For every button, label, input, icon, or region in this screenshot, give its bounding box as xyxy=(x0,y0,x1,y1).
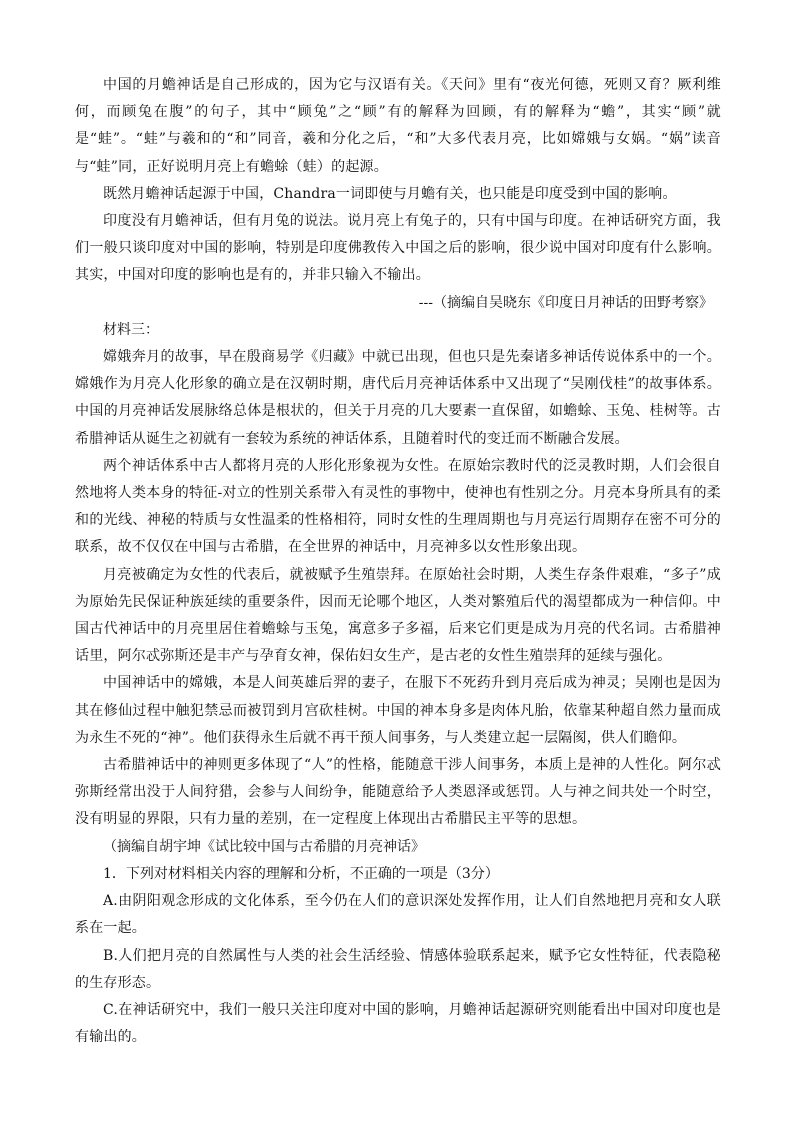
paragraph-female-image: 两个神话体系中古人都将月亮的人形化形象视为女性。在原始宗教时代的泛灵教时期，人们会很自然地将人类本身的特征-对立的性别关系带入有灵性的事物中，使神也有性别之分。月亮本身所具有的柔和的光线、神秘的特质与女性温柔的性格相符，同时女性的生理周期也与月亮运行周期存在密不可分的联系，故不仅仅在中国与古希腊，在全世界的神话中，月亮神多以女性形象出现。 xyxy=(75,457,721,556)
source-citation-b: （摘编自胡宇坤《试比较中国与古希腊的月亮神话》 xyxy=(103,838,425,855)
material-three-label: 材料三： xyxy=(103,321,159,338)
source-citation-a: ---（摘编自吴晓东《印度日月神话的田野考察》 xyxy=(418,294,713,311)
option-b: B.人们把月亮的自然属性与人类的社会生活经验、情感体验联系起来，赋予它女性特征，代表隐秘的生存形态。 xyxy=(75,947,721,991)
paragraph-moon-rabbit: 印度没有月蟾神话，但有月兔的说法。说月亮上有兔子的，只有中国与印度。在神话研究方面，我们一般只谈印度对中国的影响，特别是印度佛教传入中国之后的影响，很少说中国对印度有什么影响。其实，中国对印度的影响也是有的，并非只输入不输出。 xyxy=(75,213,721,284)
paragraph-greek-gods: 古希腊神话中的神则更多体现了“人”的性格，能随意干涉人间事务，本质上是神的人性化。阿尔忒弥斯经常出没于人间狩猎，会参与人间纷争，能随意给予人类恩泽或惩罚。人与神之间共处一个时空，没有明显的界限，只有力量的差别，在一定程度上体现出古希腊民主平等的思想。 xyxy=(75,757,721,828)
option-c: C.在神话研究中，我们一般只关注印度对中国的影响，月蟾神话起源研究则能看出中国对印度也是有输出的。 xyxy=(75,1001,721,1046)
paragraph-chinese-gods: 中国神话中的嫦娥，本是人间英雄后羿的妻子，在服下不死药升到月亮后成为神灵；吴刚也是因为其在修仙过程中触犯禁忌而被罚到月宫砍桂树。中国的神本身多是肉体凡胎，依靠某种超自然力量而成为永生不死的“神”。他们获得永生后就不再干预人间事务，与人类建立起一层隔阂，供人们瞻仰。 xyxy=(75,675,721,746)
document-page xyxy=(75,72,721,1051)
option-a: A.由阴阳观念形成的文化体系，至今仍在人们的意识深处发挥作用，让人们自然地把月亮和女人联系在一起。 xyxy=(75,893,721,937)
paragraph-fertility-worship: 月亮被确定为女性的代表后，就被赋予生殖崇拜。在原始社会时期，人类生存条件艰难，“多子”成为原始先民保证种族延续的重要条件，因而无论哪个地区，人类对繁殖后代的渴望都成为一种信仰。中国古代神话中的月亮里居住着蟾蜍与玉兔，寓意多子多福，后来它们更是成为月亮的代名词。古希腊神话里，阿尔忒弥斯还是丰产与孕育女神，保佑妇女生产，是古老的女性生殖崇拜的延续与强化。 xyxy=(75,566,721,665)
paragraph-chandra: 既然月蟾神话起源于中国，Chandra一词即使与月蟾有关，也只能是印度受到中国的影响。 xyxy=(103,185,677,202)
paragraph-moon-toad-origin: 中国的月蟾神话是自己形成的，因为它与汉语有关。《天问》里有“夜光何德，死则又育？厥利维何，而顾兔在腹”的句子，其中“顾兔”之“顾”有的解释为回顾，有的解释为“蟾”，其实“顾”就是“蛙”。“蛙”与羲和的“和”同音，羲和分化之后，“和”大多代表月亮，比如嫦娥与女娲。“娲”读音与“蛙”同，正好说明月亮上有蟾蜍（蛙）的起源。 xyxy=(75,77,721,175)
question-1: 1．下列对材料相关内容的理解和分析，不正确的一项是（3分） xyxy=(103,865,499,882)
paragraph-change-e: 嫦娥奔月的故事，早在殷商易学《归藏》中就已出现，但也只是先秦诸多神话传说体系中的一个。嫦娥作为月亮人化形象的确立是在汉朝时期，唐代后月亮神话体系中又出现了“吴刚伐桂”的故事体系。中国的月亮神话发展脉络总体是根状的，但关于月亮的几大要素一直保留，如蟾蜍、玉兔、桂树等。古希腊神话从诞生之初就有一套较为系统的神话体系，且随着时代的变迁而不断融合发展。 xyxy=(75,349,721,447)
